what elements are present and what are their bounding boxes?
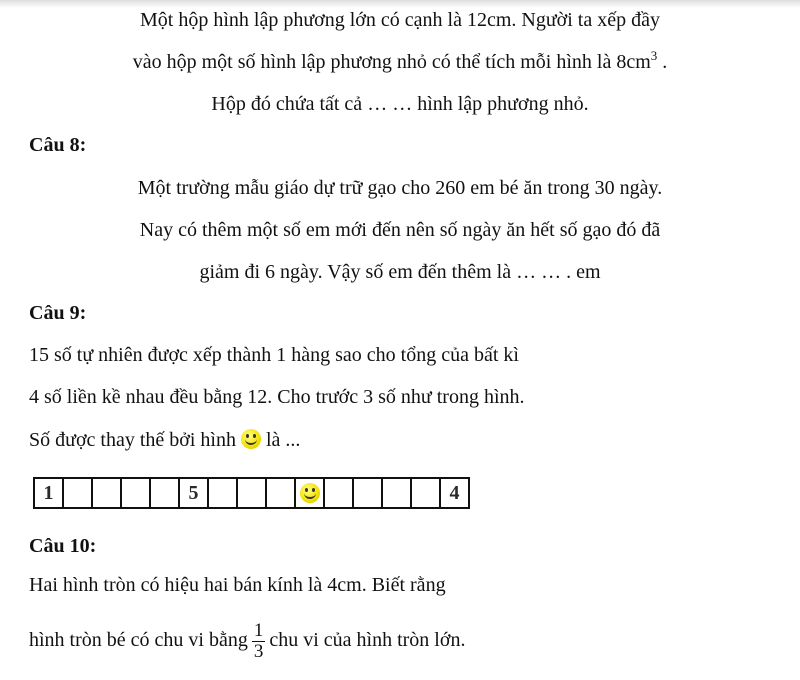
table-cell: [93, 479, 122, 507]
table-cell: [151, 479, 180, 507]
q9-line-3-b: là ...: [260, 429, 301, 451]
q10-line-2: [29, 612, 465, 668]
table-cell: [412, 479, 441, 507]
q9-line-1: 15 số tự nhiên được xếp thành 1 hàng sao cho tổng của bất kì: [29, 344, 519, 366]
smiley-icon: [241, 429, 261, 449]
table-cell: 1: [35, 479, 64, 507]
fraction-denominator: 3: [253, 640, 264, 662]
table-cell: 4: [449, 481, 460, 504]
q9-heading: Câu 9:: [29, 302, 87, 324]
table-cell: [267, 479, 296, 507]
q7-line-2-text: vào hộp một số hình lập phương nhỏ có thể tích mỗi hình là 8cm: [132, 51, 651, 73]
q10-line-2-b: chu vi của hình tròn lớn.: [269, 629, 466, 651]
q9-line-3: [29, 428, 300, 452]
q10-line-2-a: hình tròn bé có chu vi bằng: [29, 629, 248, 651]
q9-line-2: 4 số liền kề nhau đều bằng 12. Cho trước 3 số như trong hình.: [29, 386, 525, 408]
table-cell: [64, 479, 93, 507]
number-row-table: [33, 477, 470, 509]
q10-heading: Câu 10:: [29, 535, 97, 557]
top-shadow: [0, 0, 800, 8]
q7-line-2-end: .: [657, 51, 668, 73]
q7-superscript: 3: [650, 48, 658, 63]
table-cell: [354, 479, 383, 507]
q8-line-2: Nay có thêm một số em mới đến nên số ngày ăn hết số gạo đó đã: [139, 219, 661, 241]
q9-line-3-a: Số được thay thế bởi hình: [29, 429, 241, 451]
fraction: [252, 621, 266, 662]
table-cell: 5: [180, 479, 209, 507]
q8-heading: Câu 8:: [29, 134, 87, 156]
q8-line-3: giảm đi 6 ngày. Vậy số em đến thêm là … … . em: [199, 261, 601, 283]
table-cell: [383, 479, 412, 507]
fraction-numerator: 1: [253, 619, 264, 641]
q8-line-1: Một trường mẫu giáo dự trữ gạo cho 260 em bé ăn trong 30 ngày.: [137, 177, 663, 199]
table-cell: [122, 479, 151, 507]
smiley-icon: [300, 483, 320, 503]
table-cell: [325, 479, 354, 507]
q7-line-1: Một hộp hình lập phương lớn có cạnh là 12cm. Người ta xếp đầy: [140, 9, 660, 31]
table-cell: [238, 479, 267, 507]
q10-line-1: Hai hình tròn có hiệu hai bán kính là 4cm. Biết rằng: [29, 574, 446, 596]
table-cell: [296, 479, 325, 507]
table-cell: [209, 479, 238, 507]
q7-line-2: [0, 50, 800, 74]
q7-line-3: Hộp đó chứa tất cả … … hình lập phương nhỏ.: [211, 93, 589, 115]
